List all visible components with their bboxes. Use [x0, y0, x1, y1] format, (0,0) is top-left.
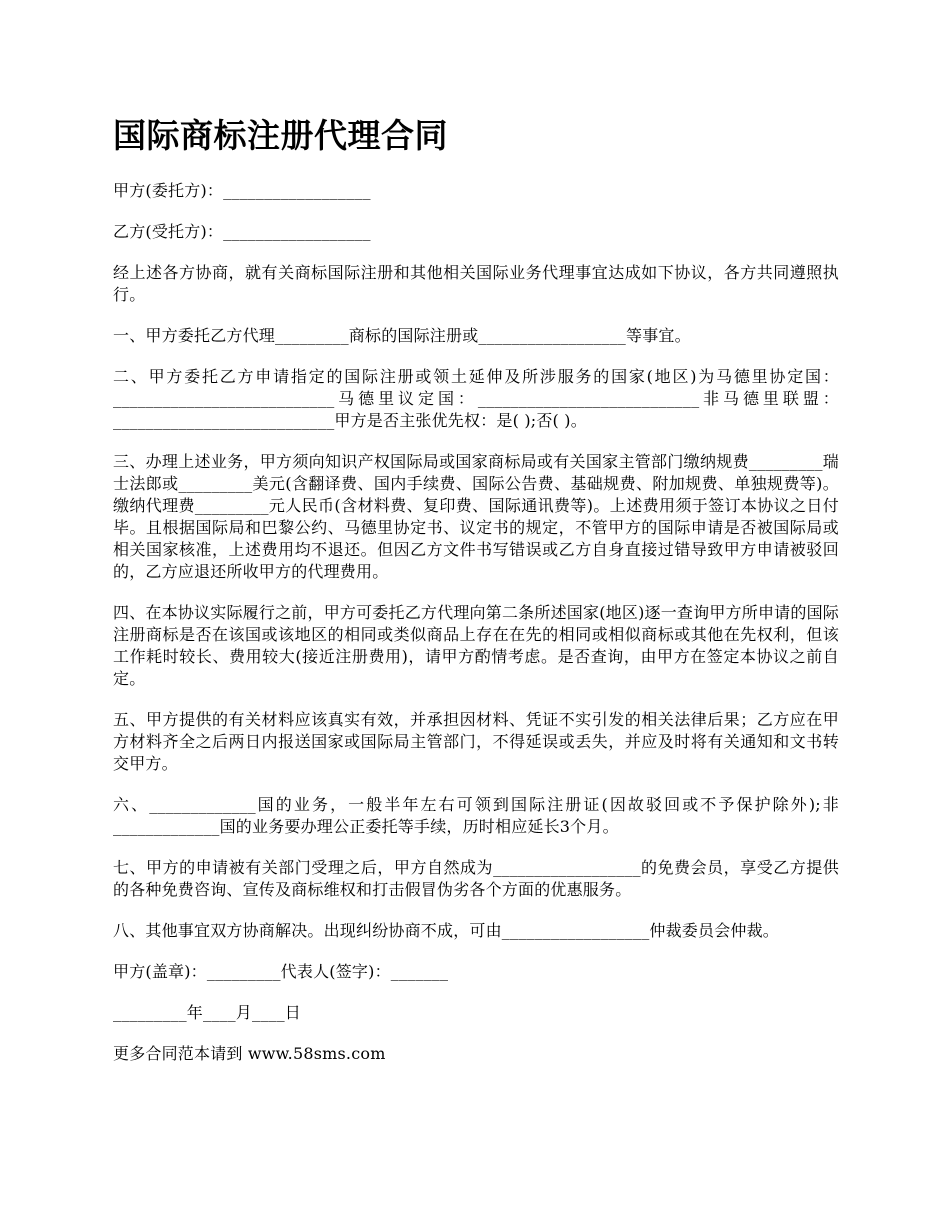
contract-page [113, 112, 839, 1084]
clause-5: 五、甲方提供的有关材料应该真实有效，并承担因材料、凭证不实引发的相关法律后果；乙方应在甲方材料齐全之后两日内报送国家或国际局主管部门，不得延误或丢失，并应及时将有关通知和文书转交甲方。 [113, 710, 839, 773]
clause-3: 三、办理上述业务，甲方须向知识产权国际局或国家商标局或有关国家主管部门缴纳规费_________瑞士法郎或_________美元(含翻译费、国内手续费、国际公告费、基础规费、附加规费、单独规费等)。缴纳代理费_________元人民币(含材料费、复印费、国际通讯费等)。上述费用须于签订本协议之日付毕。且根据国际局和巴黎公约、马德里协定书、议定书的规定，不管甲方的国际申请是否被国际局或相关国家核准，上述费用均不退还。但因乙方文件书写错误或乙方自身直接过错导致甲方申请被驳回的，乙方应退还所收甲方的代理费用。 [113, 452, 839, 581]
clause-2: 二、甲方委托乙方申请指定的国际注册或领土延伸及所涉服务的国家(地区)为马德里协定国：___________________________马德里议定国：___________________________非马德里联盟：___________________________甲方是否主张优先权：是( );否( )。 [113, 367, 839, 430]
party-a-line: 甲方(委托方)：__________________ [113, 181, 371, 200]
party-b-line: 乙方(受托方)：__________________ [113, 222, 371, 241]
clause-6: 六、_____________国的业务，一般半年左右可领到国际注册证(因故驳回或不予保护除外);非_____________国的业务要办理公正委托等手续，历时相应延长3个月。 [113, 795, 839, 836]
clause-7: 七、甲方的申请被有关部门受理之后，甲方自然成为__________________的免费会员，享受乙方提供的各种免费咨询、宣传及商标维权和打击假冒伪劣各个方面的优惠服务。 [113, 858, 839, 899]
footer-link-text: 更多合同范本请到 www.58sms.com [113, 1044, 386, 1063]
signature-line: 甲方(盖章)：_________代表人(签字)：_______ [113, 962, 449, 981]
clause-8: 八、其他事宜双方协商解决。出现纠纷协商不成，可由__________________仲裁委员会仲裁。 [113, 921, 780, 940]
clause-4: 四、在本协议实际履行之前，甲方可委托乙方代理向第二条所述国家(地区)逐一查询甲方所申请的国际注册商标是否在该国或该地区的相同或类似商品上存在在先的相同或相似商标或其他在先权利，但该工作耗时较长、费用较大(接近注册费用)，请甲方酌情考虑。是否查询，由甲方在签定本协议之前自定。 [113, 603, 839, 688]
date-line: _________年____月____日 [113, 1003, 302, 1022]
intro-paragraph: 经上述各方协商，就有关商标国际注册和其他相关国际业务代理事宜达成如下协议，各方共同遵照执行。 [113, 263, 839, 304]
document-title: 国际商标注册代理合同 [113, 116, 448, 155]
clause-1: 一、甲方委托乙方代理_________商标的国际注册或__________________等事宜。 [113, 326, 691, 345]
